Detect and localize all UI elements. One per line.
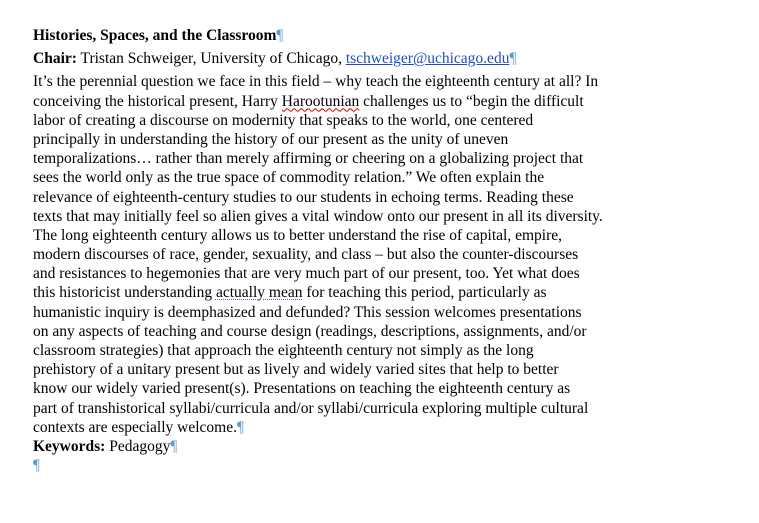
grammar-flag-phrase[interactable]: actually mean bbox=[215, 284, 303, 302]
body-line: relevance of eighteenth-century studies to our students in echoing terms. Reading these bbox=[33, 188, 574, 206]
body-text: this historicist understanding bbox=[33, 284, 216, 302]
body-line bbox=[33, 92, 723, 111]
body-line: and resistances to hegemonies that are very much part of our present, too. Yet what does bbox=[33, 265, 580, 283]
body-line: on any aspects of teaching and course design (readings, descriptions, assignments, and/or bbox=[33, 322, 587, 340]
keywords-value: Pedagogy bbox=[105, 437, 171, 455]
paragraph-mark-icon: ¶ bbox=[276, 27, 284, 44]
chair-line bbox=[33, 49, 723, 68]
body-line: part of transhistorical syllabi/curricula and/or syllabi/curricula exploring multiple cultural bbox=[33, 399, 589, 417]
body-line: The long eighteenth century allows us to better understand the rise of capital, empire, bbox=[33, 226, 562, 244]
body-line: labor of creating a discourse on modernity that speaks to the world, one centered bbox=[33, 111, 534, 129]
body-line bbox=[33, 418, 723, 437]
paragraph-mark-icon: ¶ bbox=[509, 50, 517, 68]
body-line bbox=[33, 283, 723, 302]
paragraph-mark-icon: ¶ bbox=[170, 437, 178, 455]
body-line: know our widely varied present(s). Presentations on teaching the eighteenth century as bbox=[33, 380, 571, 398]
body-line: It’s the perennial question we face in this field – why teach the eighteenth century at all? In bbox=[33, 73, 599, 91]
body-line: texts that may initially feel so alien gives a vital window onto our present in all its diversity. bbox=[33, 207, 603, 225]
keywords-label: Keywords: bbox=[33, 437, 106, 455]
session-title bbox=[33, 26, 723, 45]
body-line: modern discourses of race, gender, sexuality, and class – but also the counter-discourses bbox=[33, 246, 579, 264]
document-page[interactable] bbox=[33, 26, 723, 475]
body-line: prehistory of a unitary present but as lively and widely varied sites that help to better bbox=[33, 361, 559, 379]
paragraph-mark-icon: ¶ bbox=[33, 457, 41, 475]
body-line: temporalizations… rather than merely affirming or cheering on a globalizing project that bbox=[33, 150, 584, 168]
session-title-text: Histories, Spaces, and the Classroom bbox=[33, 27, 277, 44]
body-line: sees the world only as the true space of commodity relation.” We often explain the bbox=[33, 169, 545, 187]
chair-email-link[interactable]: tschweiger@uchicago.edu bbox=[345, 50, 510, 68]
paragraph-mark-icon: ¶ bbox=[237, 418, 245, 436]
body-text: conceiving the historical present, Harry bbox=[33, 92, 282, 110]
spelling-flag-word[interactable]: Harootunian bbox=[281, 92, 360, 110]
body-text: contexts are especially welcome. bbox=[33, 418, 237, 436]
keywords-line bbox=[33, 437, 723, 456]
body-text: challenges us to “begin the difficult bbox=[359, 92, 584, 110]
body-line: principally in understanding the history of our present as the unity of uneven bbox=[33, 130, 509, 148]
chair-name: Tristan Schweiger, University of Chicago, bbox=[80, 50, 346, 68]
body-line: humanistic inquiry is deemphasized and defunded? This session welcomes presentations bbox=[33, 303, 582, 321]
body-text: for teaching this period, particularly as bbox=[302, 284, 547, 302]
chair-label: Chair: bbox=[33, 50, 77, 68]
body-line: classroom strategies) that approach the eighteenth century not simply as the long bbox=[33, 342, 534, 359]
body-paragraph[interactable] bbox=[33, 72, 723, 437]
empty-paragraph[interactable] bbox=[33, 456, 723, 475]
